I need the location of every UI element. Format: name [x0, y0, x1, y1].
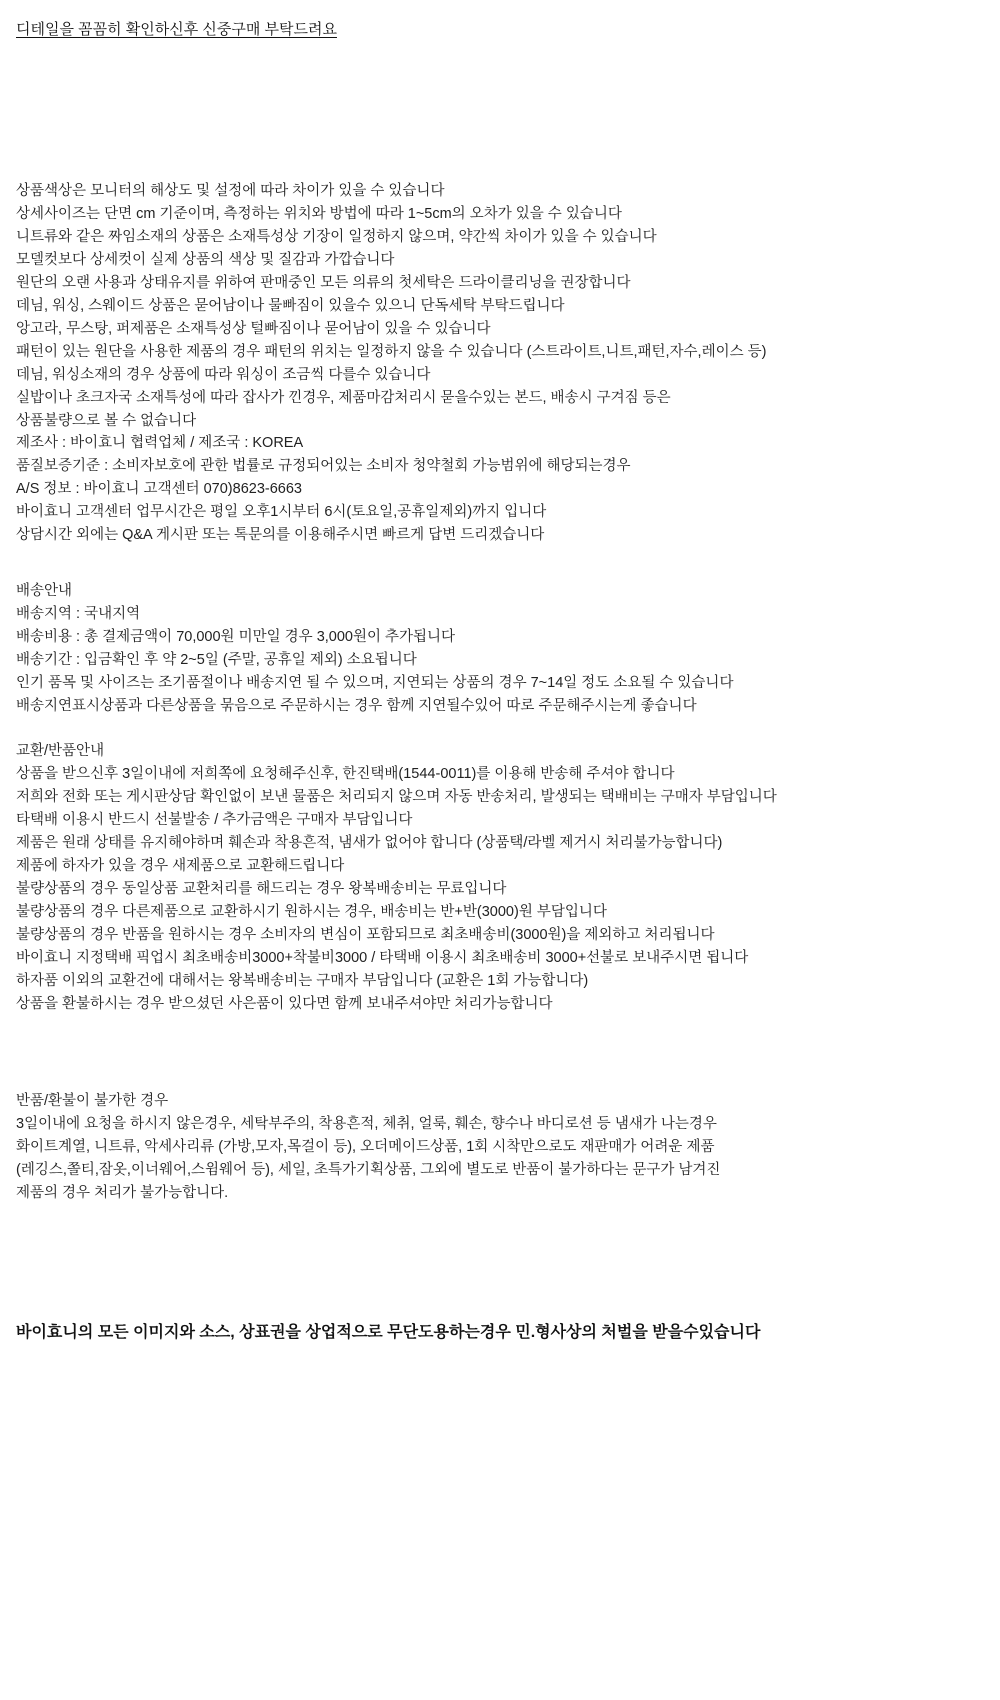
return-line: (레깅스,쫄티,잠옷,이너웨어,스윔웨어 등), 세일, 초특가기획상품, 그외에 별도로 반품이 불가하다는 문구가 남겨진: [16, 1162, 721, 1178]
manufacturer-section: [16, 432, 984, 547]
maker-line: 바이효니 고객센터 업무시간은 평일 오후1시부터 6시(토요일,공휴일제외)까지 입니다: [16, 504, 547, 520]
exchange-line: 바이효니 지정택배 픽업시 최초배송비3000+착불비3000 / 타택배 이용시 최초배송비 3000+선불로 보내주시면 됩니다: [16, 950, 749, 966]
notice-line: 모델컷보다 상세컷이 실제 상품의 색상 및 질감과 가깝습니다: [16, 252, 395, 268]
delivery-line: 배송지연표시상품과 다른상품을 묶음으로 주문하시는 경우 함께 지연될수있어 따로 주문해주시는게 좋습니다: [16, 698, 697, 714]
notice-line: 데님, 워싱소재의 경우 상품에 따라 워싱이 조금씩 다를수 있습니다: [16, 367, 431, 383]
return-line: 화이트계열, 니트류, 악세사리류 (가방,모자,목걸이 등), 오더메이드상품, 1회 시착만으로도 재판매가 어려운 제품: [16, 1139, 715, 1155]
notice-line: 데님, 워싱, 스웨이드 상품은 묻어남이나 물빠짐이 있을수 있으니 단독세탁 부탁드립니다: [16, 298, 565, 314]
copyright-text: 바이효니의 모든 이미지와 소스, 상표권을 상업적으로 무단도용하는경우 민.형사상의 처벌을 받을수있습니다: [16, 1324, 761, 1341]
maker-line: 품질보증기준 : 소비자보호에 관한 법률로 규정되어있는 소비자 청약철회 가능범위에 해당되는경우: [16, 458, 631, 474]
exchange-line: 타택배 이용시 반드시 선불발송 / 추가금액은 구매자 부담입니다: [16, 812, 413, 828]
exchange-line: 저희와 전화 또는 게시판상담 확인없이 보낸 물품은 처리되지 않으며 자동 반송처리, 발생되는 택배비는 구매자 부담입니다: [16, 789, 777, 805]
exchange-line: 상품을 환불하시는 경우 받으셨던 사은품이 있다면 함께 보내주셔야만 처리가능합니다: [16, 996, 553, 1012]
delivery-section: [16, 580, 984, 718]
delivery-line: 인기 품목 및 사이즈는 조기품절이나 배송지연 될 수 있으며, 지연되는 상품의 경우 7~14일 정도 소요될 수 있습니다: [16, 675, 734, 691]
maker-line: 상담시간 외에는 Q&A 게시판 또는 톡문의를 이용해주시면 빠르게 답변 드리겠습니다: [16, 527, 545, 543]
notice-line: 상세사이즈는 단면 cm 기준이며, 측정하는 위치와 방법에 따라 1~5cm의 오차가 있을 수 있습니다: [16, 206, 622, 222]
delivery-line: 배송지역 : 국내지역: [16, 606, 141, 622]
notice-line: 패턴이 있는 원단을 사용한 제품의 경우 패턴의 위치는 일정하지 않을 수 있습니다 (스트라이트,니트,패턴,자수,레이스 등): [16, 344, 767, 360]
notice-line: 앙고라, 무스탕, 퍼제품은 소재특성상 털빠짐이나 묻어남이 있을 수 있습니다: [16, 321, 491, 337]
notice-line: 상품불량으로 볼 수 없습니다: [16, 413, 197, 429]
exchange-line: 제품은 원래 상태를 유지해야하며 훼손과 착용흔적, 냄새가 없어야 합니다 (상품택/라벨 제거시 처리불가능합니다): [16, 835, 723, 851]
exchange-return-section: [16, 740, 984, 1016]
exchange-line: 불량상품의 경우 반품을 원하시는 경우 소비자의 변심이 포함되므로 최초배송비(3000원)을 제외하고 처리됩니다: [16, 927, 715, 943]
exchange-line: 불량상품의 경우 다른제품으로 교환하시기 원하시는 경우, 배송비는 반+반(3000)원 부담입니다: [16, 904, 607, 920]
notice-line: 실밥이나 초크자국 소재특성에 따라 잡사가 낀경우, 제품마감처리시 묻을수있는 본드, 배송시 구겨짐 등은: [16, 390, 671, 406]
headline-section: [16, 18, 984, 41]
maker-line: A/S 정보 : 바이효니 고객센터 070)8623-6663: [16, 481, 302, 497]
exchange-line: 하자품 이외의 교환건에 대해서는 왕복배송비는 구매자 부담입니다 (교환은 1회 가능합니다): [16, 973, 589, 989]
notice-line: 니트류와 같은 짜임소재의 상품은 소재특성상 기장이 일정하지 않으며, 약간씩 차이가 있을 수 있습니다: [16, 229, 657, 245]
exchange-line: 불량상품의 경우 동일상품 교환처리를 해드리는 경우 왕복배송비는 무료입니다: [16, 881, 507, 897]
delivery-title: 배송안내: [16, 583, 73, 599]
notice-line: 상품색상은 모니터의 해상도 및 설정에 따라 차이가 있을 수 있습니다: [16, 183, 445, 199]
notice-section: [16, 180, 984, 433]
delivery-line: 배송기간 : 입금확인 후 약 2~5일 (주말, 공휴일 제외) 소요됩니다: [16, 652, 417, 668]
exchange-title: 교환/반품안내: [16, 743, 105, 759]
exchange-line: 제품에 하자가 있을 경우 새제품으로 교환해드립니다: [16, 858, 345, 874]
return-line: 3일이내에 요청을 하시지 않은경우, 세탁부주의, 착용흔적, 체취, 얼룩, 훼손, 향수나 바디로션 등 냄새가 나는경우: [16, 1116, 717, 1132]
return-impossible-section: [16, 1090, 984, 1205]
exchange-line: 상품을 받으신후 3일이내에 저희쪽에 요청해주신후, 한진택배(1544-0011)를 이용해 반송해 주셔야 합니다: [16, 766, 675, 782]
notice-line: 원단의 오랜 사용과 상태유지를 위하여 판매중인 모든 의류의 첫세탁은 드라이클리닝을 권장합니다: [16, 275, 631, 291]
delivery-line: 배송비용 : 총 결제금액이 70,000원 미만일 경우 3,000원이 추가됩니다: [16, 629, 456, 645]
return-title: 반품/환불이 불가한 경우: [16, 1093, 169, 1109]
headline-text: 디테일을 꼼꼼히 확인하신후 신중구매 부탁드려요: [16, 21, 337, 38]
maker-line: 제조사 : 바이효니 협력업체 / 제조국 : KOREA: [16, 435, 304, 451]
return-line: 제품의 경우 처리가 불가능합니다.: [16, 1185, 229, 1201]
copyright-section: [16, 1320, 984, 1346]
